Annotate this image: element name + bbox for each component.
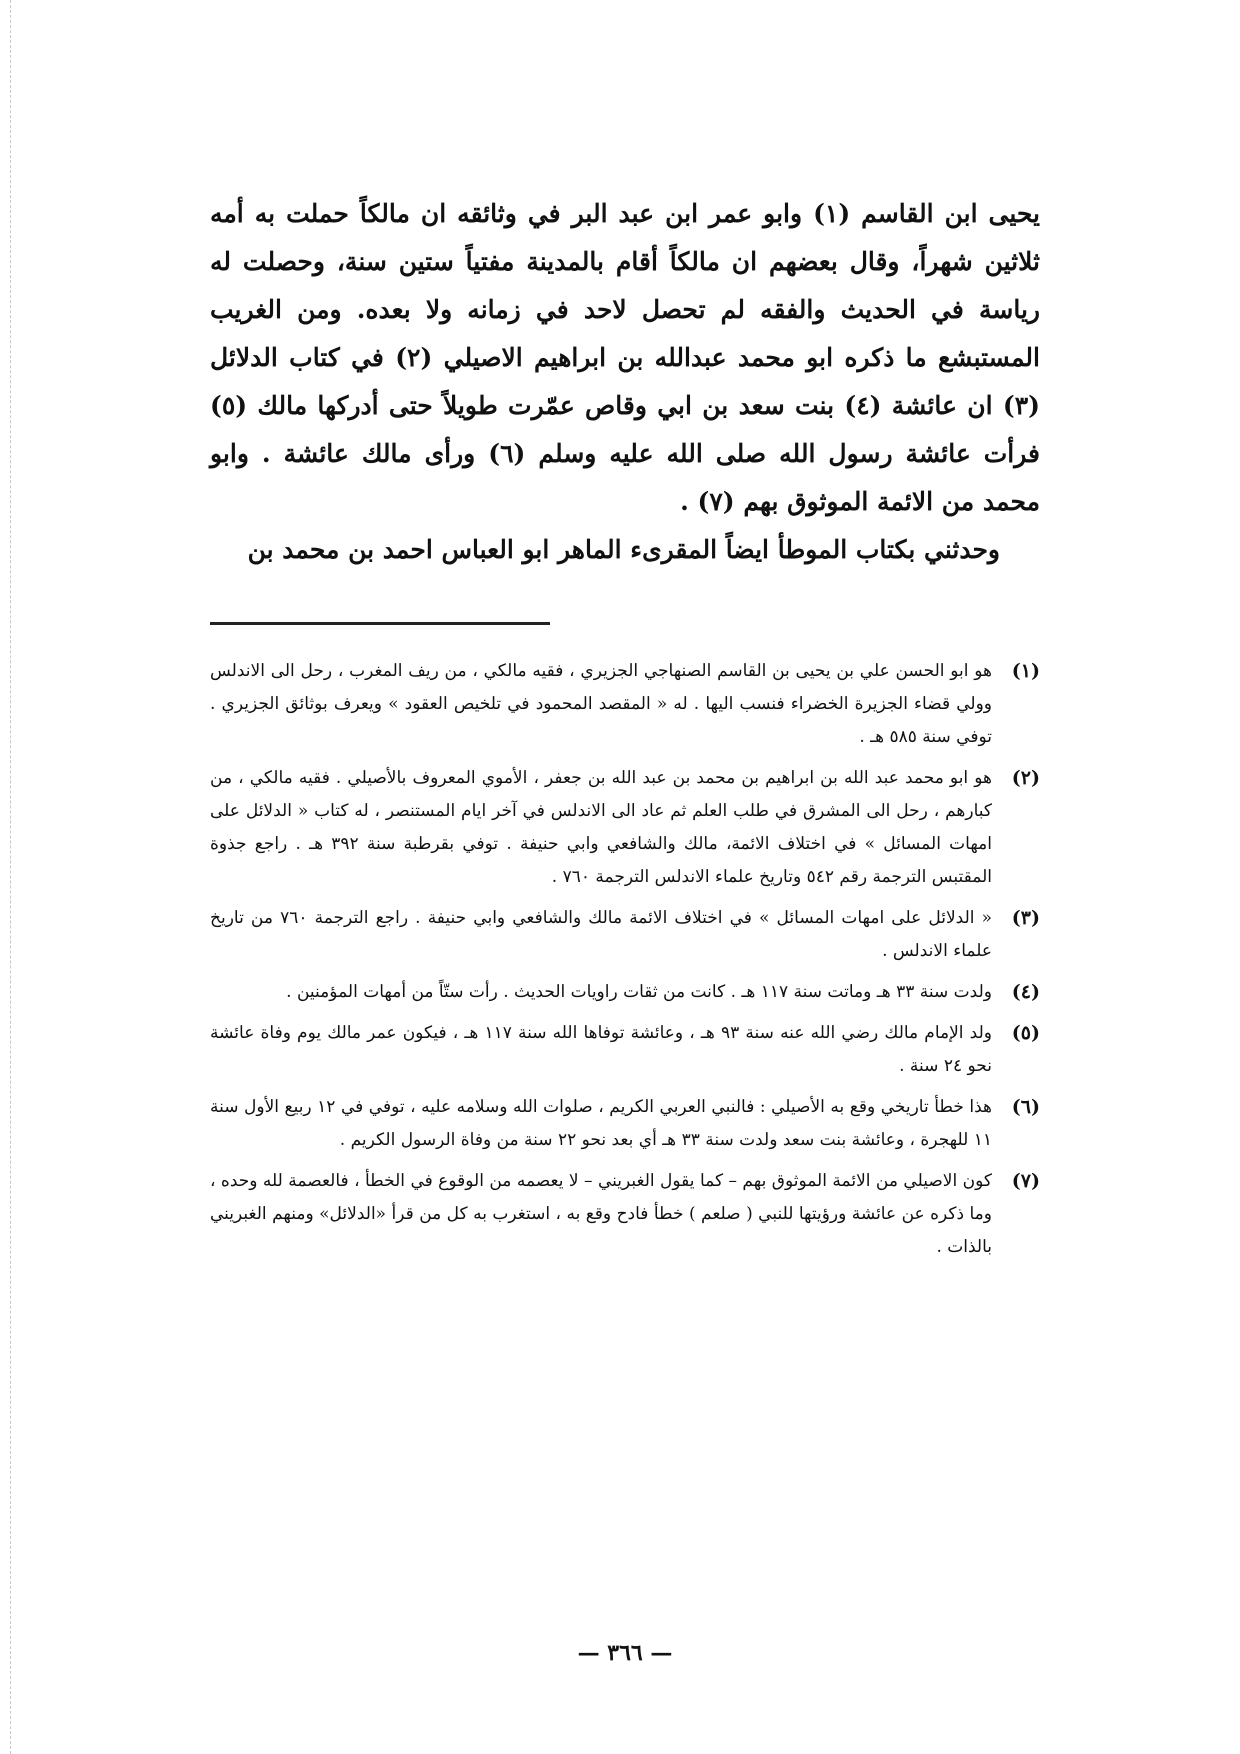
scan-edge-line <box>10 0 11 1754</box>
footnote-number: (٤) <box>1011 981 1040 1003</box>
main-paragraph-1: يحيى ابن القاسم (١) وابو عمر ابن عبد البر في وثائقه ان مالكاً حملت به أمه ثلاثين شهراً، وقال بعضهم ان مالكاً أقام بالمدينة مفتياً ستين سنة، وحصلت له رياسة في الحديث والفقه لم تحصل لاحد في زمانه ولا بعده. ومن الغريب المستبشع ما ذكره ابو محمد عبدالله بن ابراهيم الاصيلي (٢) في كتاب الدلائل (٣) ان عائشة (٤) بنت سعد بن ابي وقاص عمّرت طويلاً حتى أدركها مالك (٥) فرأت عائشة رسول الله صلى الله عليه وسلم (٦) ورأى مالك عائشة . وابو محمد من الائمة الموثوق بهم (٧) . <box>210 199 1040 516</box>
footnote-number: (٧) <box>1011 1170 1040 1192</box>
main-text-block <box>210 190 1040 574</box>
book-page <box>210 190 1040 1666</box>
footnote-2 <box>210 762 1040 894</box>
footnote-text: « الدلائل على امهات المسائل » في اختلاف الائمة مالك والشافعي وابي حنيفة . راجع الترجمة ٧٦٠ من تاريخ علماء الاندلس . <box>210 908 992 961</box>
footnote-number: (١) <box>1011 660 1040 682</box>
footnote-text: ولد الإمام مالك رضي الله عنه سنة ٩٣ هـ ، وعائشة توفاها الله سنة ١١٧ هـ ، فيكون عمر مالك يوم وفاة عائشة نحو ٢٤ سنة . <box>210 1023 992 1076</box>
footnotes-block <box>210 655 1040 1264</box>
footnote-text: هو ابو الحسن علي بن يحيى بن القاسم الصنهاجي الجزيري ، فقيه مالكي ، من ريف المغرب ، رحل الى الاندلس وولي قضاء الجزيرة الخضراء فنسب اليها . له « المقصد المحمود في تلخيص العقود » ويعرف بوثائق الجزيري . توفي سنة ٥٨٥ هـ . <box>210 661 992 747</box>
footnote-4 <box>210 976 1040 1009</box>
footnote-3 <box>210 902 1040 968</box>
main-paragraph-2: وحدثني بكتاب الموطأ ايضاً المقرىء الماهر ابو العباس احمد بن محمد بن <box>247 535 1000 564</box>
footnote-6 <box>210 1091 1040 1157</box>
footnote-5 <box>210 1017 1040 1083</box>
footnote-number: (٥) <box>1011 1022 1040 1044</box>
footnote-text: ولدت سنة ٣٣ هـ وماتت سنة ١١٧ هـ . كانت من ثقات راويات الحديث . رأت ستّاً من أمهات المؤمنين . <box>286 982 992 1002</box>
footnote-7 <box>210 1165 1040 1264</box>
footnote-text: كون الاصيلي من الائمة الموثوق بهم – كما يقول الغبريني – لا يعصمه من الوقوع في الخطأ ، فالعصمة لله وحده ، وما ذكره عن عائشة ورؤيتها للنبي ( صلعم ) خطأ فادح وقع به ، استغرب به كل من قرأ «الدلائل» ومنهم الغبريني بالذات . <box>210 1171 992 1257</box>
footnote-number: (٣) <box>1011 907 1040 929</box>
footnote-number: (٢) <box>1011 767 1040 789</box>
page-number: — ٣٦٦ — <box>577 1640 673 1666</box>
footnote-divider <box>210 622 550 625</box>
footnote-1 <box>210 655 1040 754</box>
footnote-number: (٦) <box>1011 1096 1040 1118</box>
footnote-text: هو ابو محمد عبد الله بن ابراهيم بن محمد بن عبد الله بن جعفر ، الأموي المعروف بالأصيلي . فقيه مالكي ، من كبارهم ، رحل الى المشرق في طلب العلم ثم عاد الى الاندلس في آخر ايام المستنصر ، له كتاب « الدلائل على امهات المسائل » في اختلاف الائمة، مالك والشافعي وابي حنيفة . توفي بقرطبة سنة ٣٩٢ هـ . راجع جذوة المقتبس الترجمة رقم ٥٤٢ وتاريخ علماء الاندلس الترجمة ٧٦٠ . <box>210 768 992 887</box>
footnote-text: هذا خطأ تاريخي وقع به الأصيلي : فالنبي العربي الكريم ، صلوات الله وسلامه عليه ، توفي في ١٢ ربيع الأول سنة ١١ للهجرة ، وعائشة بنت سعد ولدت سنة ٣٣ هـ أي بعد نحو ٢٢ سنة من وفاة الرسول الكريم . <box>210 1097 992 1150</box>
